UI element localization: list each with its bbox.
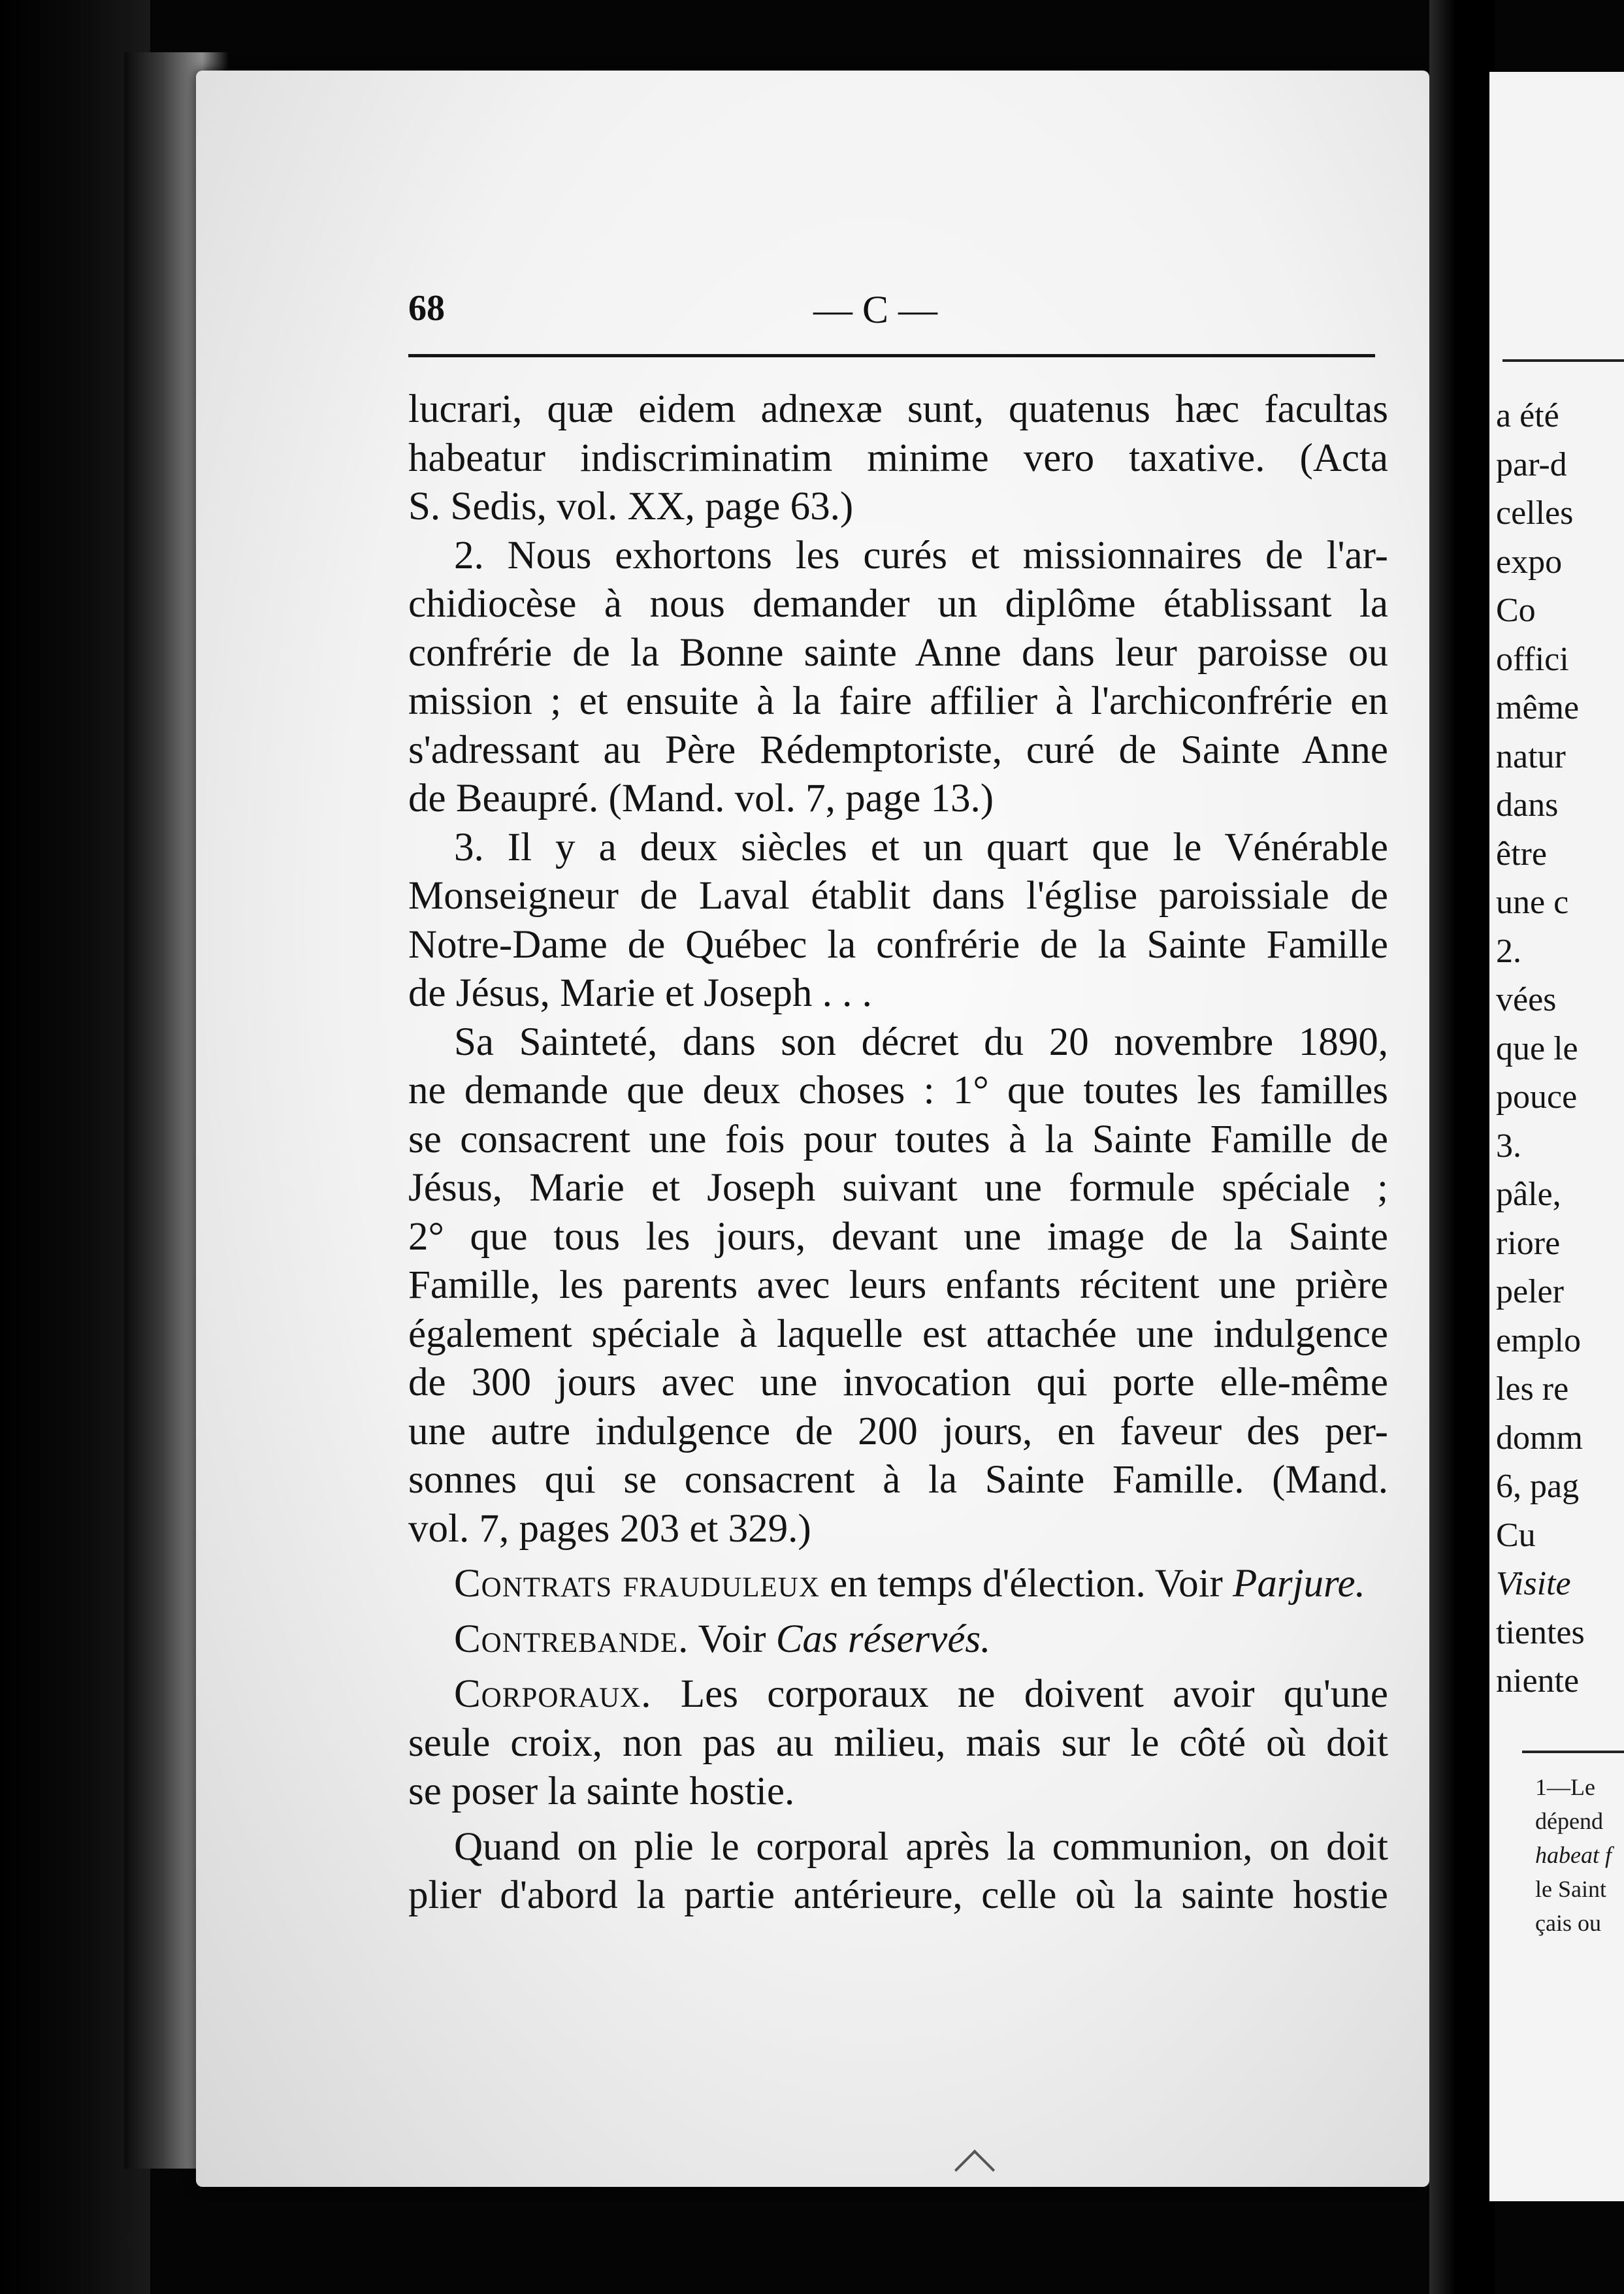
text-line: s'adressant au Père Rédemptoriste, curé de Sainte Anne [408,728,1388,772]
right-line: peler [1496,1273,1564,1310]
entry-heading: Contrebande. [454,1617,689,1661]
text-line: Jésus, Marie et Joseph suivant une formule spéciale ; [408,1166,1388,1210]
right-line: Cu [1496,1516,1536,1554]
entry-text: Les corporaux ne doivent avoir qu'une [651,1672,1388,1716]
running-head [408,287,1375,346]
footnote-rule [1522,1751,1624,1753]
entry-text: en temps d'élection. Voir [819,1562,1233,1606]
page-gutter [1429,0,1495,2294]
entry-contrats [408,1560,1388,1609]
right-line: être [1496,835,1547,873]
footnote-italic: habeat f [1535,1842,1612,1868]
text-line: Quand on plie le corporal après la communion, on doit [454,1824,1388,1869]
entry-heading: Corporaux. [454,1672,652,1716]
right-line [1496,1560,1624,1609]
entry-heading: Contrats frauduleux [454,1562,820,1606]
entry-text: Voir [689,1617,776,1661]
right-line: offici [1496,640,1569,678]
right-line: 6, pag [1496,1468,1580,1505]
right-line: Co [1496,592,1536,629]
right-header-rule [1502,359,1624,362]
text-line: Monseigneur de Laval établit dans l'église paroissiale de [408,874,1388,918]
right-line: natur [1496,737,1566,775]
body-text [408,385,1388,1920]
right-line: une c [1496,884,1569,921]
entry-corporaux [408,1670,1388,1719]
right-line: même [1496,689,1580,726]
right-line: par-d [1496,445,1567,483]
footnote-line: dépend [1535,1808,1603,1834]
right-line: dans [1496,786,1559,824]
text-line: une autre indulgence de 200 jours, en faveur des per- [408,1409,1388,1453]
text-line: vol. 7, pages 203 et 329.) [408,1506,811,1551]
text-line: plier d'abord la partie antérieure, celle où la sainte hostie [408,1873,1388,1917]
right-line: pâle, [1496,1176,1561,1213]
right-line: emplo [1496,1321,1581,1359]
right-line: que le [1496,1029,1578,1067]
right-line: pouce [1496,1078,1578,1116]
right-line: les re [1496,1370,1569,1408]
text-line: confrérie de la Bonne sainte Anne dans leur paroisse ou [408,630,1388,675]
header-rule [408,354,1375,357]
section-heading: — C — [813,288,938,331]
right-line: celles [1496,494,1574,532]
text-line: se poser la sainte hostie. [408,1769,795,1813]
right-line: expo [1496,543,1563,581]
right-footnote [1535,1770,1612,1940]
text-line: seule croix, non pas au milieu, mais sur le côté où doit [408,1720,1388,1765]
text-line: ne demande que deux choses : 1° que toutes les familles [408,1069,1388,1112]
right-line: a été [1496,397,1559,434]
footnote-line: le Saint [1535,1876,1606,1902]
text-line: Sa Sainteté, dans son décret du 20 novembre 1890, [454,1020,1388,1064]
text-line: habeatur indiscriminatim minime vero taxative. (Acta [408,436,1388,480]
right-line: tientes [1496,1613,1585,1651]
entry-contrebande [408,1615,1388,1664]
right-line: 3. [1496,1127,1521,1165]
page-number: 68 [408,288,445,329]
text-line: 2. Nous exhortons les curés et missionnaires de l'ar- [454,533,1388,577]
footnote-line [1535,1838,1612,1872]
text-line: de 300 jours avec une invocation qui porte elle-même [408,1361,1388,1404]
cross-reference: Parjure. [1233,1562,1365,1606]
footnote-line: çais ou [1535,1910,1601,1936]
right-line: domm [1496,1419,1583,1457]
text-line: mission ; et ensuite à la faire affilier à l'archiconfrérie en [408,679,1388,723]
text-line: lucrari, quæ eidem adnexæ sunt, quatenus hæc facultas [408,387,1388,431]
right-line: vées [1496,981,1557,1018]
text-line: 2° que tous les jours, devant une image de la Sainte [408,1214,1388,1259]
right-line: niente [1496,1662,1580,1700]
right-page-text [1496,392,1624,1706]
text-line: chidiocèse à nous demander un diplôme établissant la [408,582,1388,626]
right-line-italic: Visite [1496,1565,1571,1602]
text-line: également spéciale à laquelle est attachée une indulgence [408,1312,1388,1356]
text-line: se consacrent une fois pour toutes à la Sainte Famille de [408,1117,1388,1161]
text-line: 3. Il y a deux siècles et un quart que le Vénérable [454,825,1388,869]
text-line: sonnes qui se consacrent à la Sainte Famille. (Mand. [408,1458,1388,1502]
text-line: de Jésus, Marie et Joseph . . . [408,971,872,1015]
footnote-line: 1—Le [1535,1774,1595,1800]
right-line: 2. [1496,932,1521,970]
text-line: Notre-Dame de Québec la confrérie de la Sainte Famille [408,922,1388,967]
text-line: S. Sedis, vol. XX, page 63.) [408,485,854,528]
right-line: riore [1496,1224,1561,1262]
text-line: de Beaupré. (Mand. vol. 7, page 13.) [408,777,994,820]
text-line: Famille, les parents avec leurs enfants récitent une prière [408,1263,1388,1307]
cross-reference: Cas réservés. [775,1617,991,1661]
